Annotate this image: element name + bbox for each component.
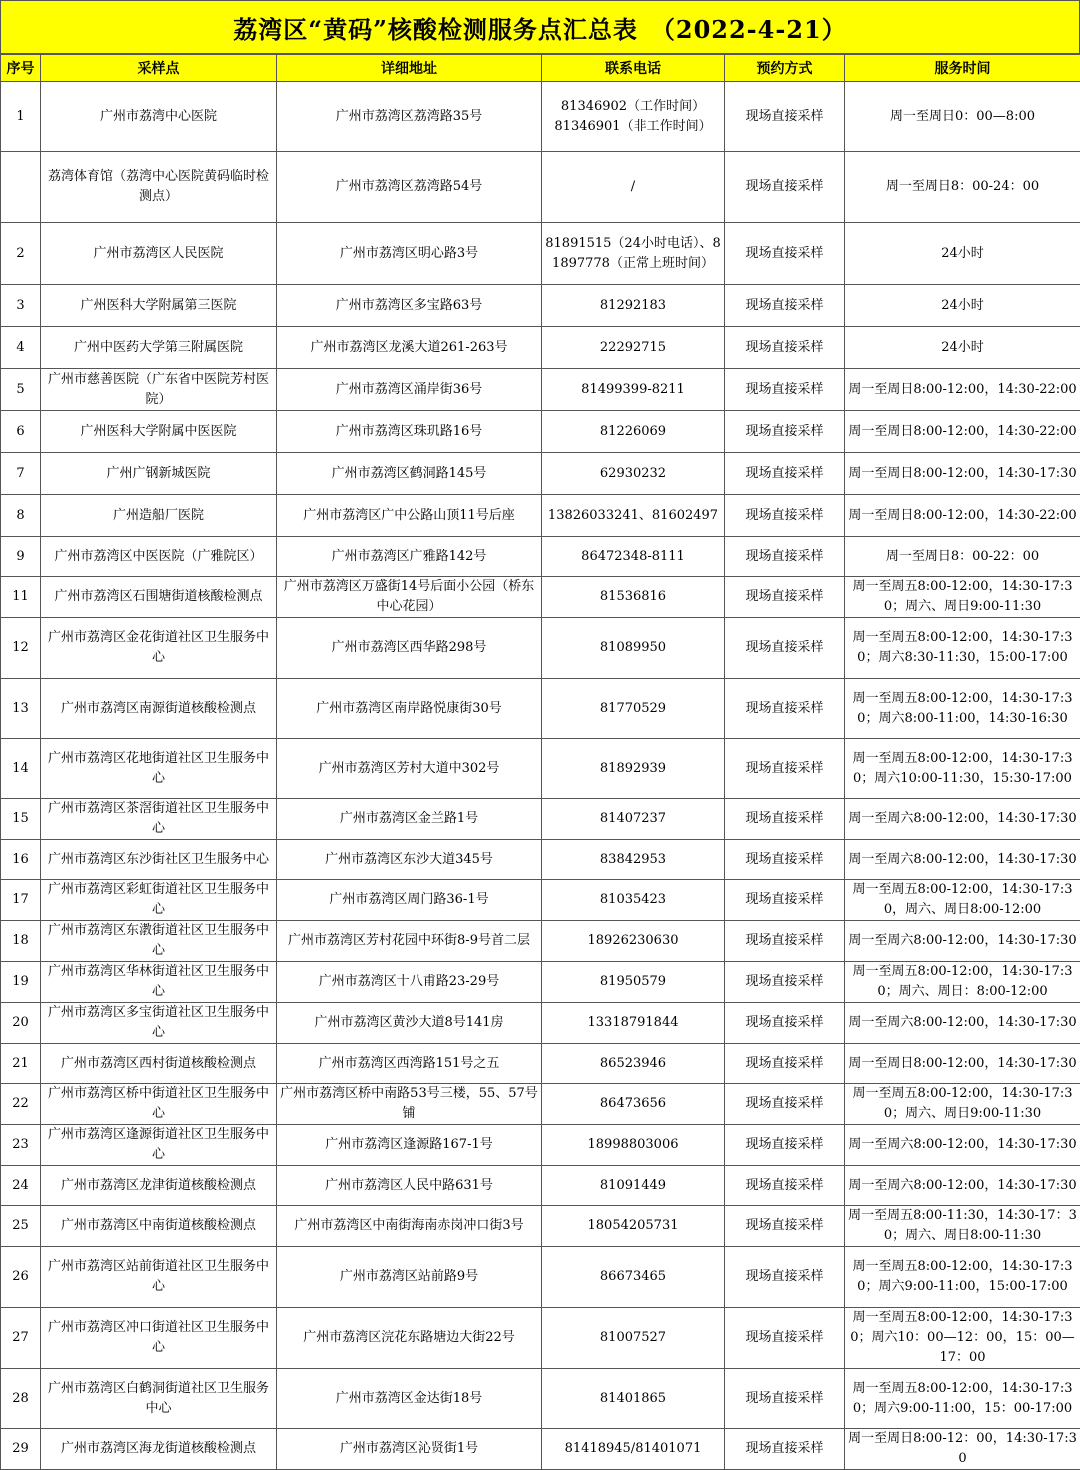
table-row <box>1 1003 1080 1044</box>
site-name: 广州市荔湾区中南街道核酸检测点 <box>41 1206 277 1247</box>
row-index: 8 <box>1 495 41 537</box>
table-row <box>1 799 1080 840</box>
site-phone: 13826033241、81602497 <box>542 495 725 537</box>
booking-method: 现场直接采样 <box>725 369 845 411</box>
site-address: 广州市荔湾区龙溪大道261-263号 <box>277 327 542 369</box>
booking-method: 现场直接采样 <box>725 1369 845 1429</box>
site-name: 广州市荔湾区东漖街道社区卫生服务中心 <box>41 921 277 962</box>
site-phone: / <box>542 152 725 223</box>
site-address: 广州市荔湾区珠玑路16号 <box>277 411 542 453</box>
row-index: 3 <box>1 285 41 327</box>
booking-method: 现场直接采样 <box>725 577 845 618</box>
site-address: 广州市荔湾区芳村花园中环街8-9号首二层 <box>277 921 542 962</box>
booking-method: 现场直接采样 <box>725 1247 845 1308</box>
site-address: 广州市荔湾区金兰路1号 <box>277 799 542 840</box>
table-row <box>1 495 1080 537</box>
row-index: 22 <box>1 1084 41 1125</box>
booking-method: 现场直接采样 <box>725 840 845 880</box>
site-phone: 81091449 <box>542 1166 725 1206</box>
booking-method: 现场直接采样 <box>725 82 845 152</box>
booking-method: 现场直接采样 <box>725 1044 845 1084</box>
service-hours: 周一至周日8:00-12:00，14:30-22:00 <box>845 411 1080 453</box>
service-hours: 周一至周五8:00-12:00，14:30-17:30；周六10：00—12：00，15：00—17：00 <box>845 1308 1080 1369</box>
service-hours: 周一至周五8:00-12:00，14:30-17:30；周六8:00-11:00，14:30-16:30 <box>845 679 1080 739</box>
site-name: 广州市荔湾区花地街道社区卫生服务中心 <box>41 739 277 799</box>
site-address: 广州市荔湾区荔湾路35号 <box>277 82 542 152</box>
site-phone: 81770529 <box>542 679 725 739</box>
table-row <box>1 327 1080 369</box>
booking-method: 现场直接采样 <box>725 799 845 840</box>
table-row <box>1 880 1080 921</box>
booking-method: 现场直接采样 <box>725 327 845 369</box>
table-row <box>1 82 1080 152</box>
site-name: 广州市荔湾区逢源街道社区卫生服务中心 <box>41 1125 277 1166</box>
site-address: 广州市荔湾区荔湾路54号 <box>277 152 542 223</box>
row-index: 18 <box>1 921 41 962</box>
row-index: 7 <box>1 453 41 495</box>
row-index: 5 <box>1 369 41 411</box>
booking-method: 现场直接采样 <box>725 1166 845 1206</box>
service-hours: 周一至周六8:00-12:00，14:30-17:30 <box>845 799 1080 840</box>
site-phone: 81292183 <box>542 285 725 327</box>
site-name: 广州医科大学附属第三医院 <box>41 285 277 327</box>
site-phone: 18926230630 <box>542 921 725 962</box>
site-address: 广州市荔湾区东沙大道345号 <box>277 840 542 880</box>
row-index: 24 <box>1 1166 41 1206</box>
row-index: 17 <box>1 880 41 921</box>
site-address: 广州市荔湾区明心路3号 <box>277 223 542 285</box>
booking-method: 现场直接采样 <box>725 1003 845 1044</box>
service-hours: 周一至周五8:00-12:00，14:30-17:30；周六、周日：8:00-12:00 <box>845 962 1080 1003</box>
site-name: 广州市荔湾区桥中街道社区卫生服务中心 <box>41 1084 277 1125</box>
site-address: 广州市荔湾区广中公路山顶11号后座 <box>277 495 542 537</box>
service-hours: 24小时 <box>845 327 1080 369</box>
booking-method: 现场直接采样 <box>725 1125 845 1166</box>
header-site: 采样点 <box>41 55 277 82</box>
booking-method: 现场直接采样 <box>725 152 845 223</box>
header-row <box>1 55 1080 82</box>
site-address: 广州市荔湾区芳村大道中302号 <box>277 739 542 799</box>
site-phone: 81418945/81401071 <box>542 1429 725 1470</box>
row-index: 26 <box>1 1247 41 1308</box>
site-name: 广州医科大学附属中医医院 <box>41 411 277 453</box>
site-name: 广州中医药大学第三附属医院 <box>41 327 277 369</box>
row-index: 21 <box>1 1044 41 1084</box>
sheet-title: 荔湾区“黄码”核酸检测服务点汇总表 （2022-4-21） <box>0 0 1080 54</box>
header-hours: 服务时间 <box>845 55 1080 82</box>
site-address: 广州市荔湾区人民中路631号 <box>277 1166 542 1206</box>
row-index: 11 <box>1 577 41 618</box>
booking-method: 现场直接采样 <box>725 453 845 495</box>
row-index: 12 <box>1 618 41 679</box>
site-address: 广州市荔湾区中南街海南赤岗冲口街3号 <box>277 1206 542 1247</box>
site-address: 广州市荔湾区浣花东路塘边大街22号 <box>277 1308 542 1369</box>
service-hours: 周一至周日8:00-12:00，14:30-17:30 <box>845 453 1080 495</box>
header-address: 详细地址 <box>277 55 542 82</box>
site-phone: 86523946 <box>542 1044 725 1084</box>
service-hours: 周一至周六8:00-12:00，14:30-17:30 <box>845 1003 1080 1044</box>
table-row <box>1 1369 1080 1429</box>
row-index: 25 <box>1 1206 41 1247</box>
site-name: 广州市荔湾区多宝街道社区卫生服务中心 <box>41 1003 277 1044</box>
site-name: 广州市荔湾区冲口街道社区卫生服务中心 <box>41 1308 277 1369</box>
service-hours: 24小时 <box>845 285 1080 327</box>
row-index: 15 <box>1 799 41 840</box>
service-hours: 周一至周五8:00-12:00，14:30-17:30；周六、周日9:00-11:30 <box>845 577 1080 618</box>
site-phone: 86473656 <box>542 1084 725 1125</box>
row-index: 14 <box>1 739 41 799</box>
service-hours: 周一至周六8:00-12:00，14:30-17:30 <box>845 1125 1080 1166</box>
service-hours: 周一至周日8:00-12:00，14:30-22:00 <box>845 369 1080 411</box>
row-index: 27 <box>1 1308 41 1369</box>
site-name: 广州市荔湾区龙津街道核酸检测点 <box>41 1166 277 1206</box>
site-phone: 22292715 <box>542 327 725 369</box>
service-hours: 24小时 <box>845 223 1080 285</box>
service-hours: 周一至周日8：00-24：00 <box>845 152 1080 223</box>
service-hours: 周一至周五8:00-12:00，14:30-17:30，周六、周日8:00-12:00 <box>845 880 1080 921</box>
site-phone: 81950579 <box>542 962 725 1003</box>
service-hours: 周一至周六8:00-12:00，14:30-17:30 <box>845 1166 1080 1206</box>
table-row <box>1 411 1080 453</box>
site-name: 广州市荔湾区人民医院 <box>41 223 277 285</box>
site-name: 广州市荔湾区海龙街道核酸检测点 <box>41 1429 277 1470</box>
site-phone: 83842953 <box>542 840 725 880</box>
table-row <box>1 618 1080 679</box>
table-row <box>1 1084 1080 1125</box>
site-phone: 18998803006 <box>542 1125 725 1166</box>
site-name: 广州市荔湾区站前街道社区卫生服务中心 <box>41 1247 277 1308</box>
site-address: 广州市荔湾区西湾路151号之五 <box>277 1044 542 1084</box>
site-name: 广州广钢新城医院 <box>41 453 277 495</box>
site-name: 广州市慈善医院（广东省中医院芳村医院） <box>41 369 277 411</box>
service-hours: 周一至周五8:00-12:00，14:30-17:30；周六9:00-11:00，15：00-17:00 <box>845 1369 1080 1429</box>
site-phone: 81892939 <box>542 739 725 799</box>
table-row <box>1 1206 1080 1247</box>
site-address: 广州市荔湾区多宝路63号 <box>277 285 542 327</box>
site-name: 广州市荔湾区金花街道社区卫生服务中心 <box>41 618 277 679</box>
row-index: 19 <box>1 962 41 1003</box>
site-address: 广州市荔湾区金达街18号 <box>277 1369 542 1429</box>
table-row <box>1 1247 1080 1308</box>
row-index: 1 <box>1 82 41 152</box>
site-address: 广州市荔湾区涌岸街36号 <box>277 369 542 411</box>
site-name: 广州市荔湾区西村街道核酸检测点 <box>41 1044 277 1084</box>
row-index: 2 <box>1 223 41 285</box>
row-index <box>1 152 41 223</box>
service-hours: 周一至周六8:00-12:00，14:30-17:30 <box>845 840 1080 880</box>
service-hours: 周一至周五8:00-12:00，14:30-17:30；周六9:00-11:00，15:00-17:00 <box>845 1247 1080 1308</box>
service-hours: 周一至周日8:00-12:00，14:30-17:30 <box>845 1044 1080 1084</box>
site-address: 广州市荔湾区桥中南路53号三楼，55、57号铺 <box>277 1084 542 1125</box>
booking-method: 现场直接采样 <box>725 285 845 327</box>
header-index: 序号 <box>1 55 41 82</box>
site-name: 广州市荔湾区茶滘街道社区卫生服务中心 <box>41 799 277 840</box>
site-name: 广州市荔湾区中医医院（广雅院区） <box>41 537 277 577</box>
table-row <box>1 1308 1080 1369</box>
site-address: 广州市荔湾区黄沙大道8号141房 <box>277 1003 542 1044</box>
site-address: 广州市荔湾区南岸路悦康街30号 <box>277 679 542 739</box>
row-index: 6 <box>1 411 41 453</box>
site-name: 荔湾体育馆（荔湾中心医院黄码临时检测点） <box>41 152 277 223</box>
site-address: 广州市荔湾区万盛街14号后面小公园（桥东中心花园） <box>277 577 542 618</box>
table-row <box>1 453 1080 495</box>
row-index: 9 <box>1 537 41 577</box>
row-index: 16 <box>1 840 41 880</box>
row-index: 28 <box>1 1369 41 1429</box>
site-name: 广州市荔湾中心医院 <box>41 82 277 152</box>
booking-method: 现场直接采样 <box>725 921 845 962</box>
site-phone: 81407237 <box>542 799 725 840</box>
booking-method: 现场直接采样 <box>725 495 845 537</box>
table-row <box>1 1166 1080 1206</box>
table-row <box>1 369 1080 411</box>
table-row <box>1 577 1080 618</box>
site-phone: 18054205731 <box>542 1206 725 1247</box>
booking-method: 现场直接采样 <box>725 962 845 1003</box>
table-row <box>1 152 1080 223</box>
site-name: 广州市荔湾区彩虹街道社区卫生服务中心 <box>41 880 277 921</box>
booking-method: 现场直接采样 <box>725 537 845 577</box>
table-row <box>1 223 1080 285</box>
header-phone: 联系电话 <box>542 55 725 82</box>
site-phone: 13318791844 <box>542 1003 725 1044</box>
service-hours: 周一至周五8:00-12:00，14:30-17:30；周六10:00-11:30，15:30-17:00 <box>845 739 1080 799</box>
site-name: 广州市荔湾区南源街道核酸检测点 <box>41 679 277 739</box>
site-phone: 81007527 <box>542 1308 725 1369</box>
service-hours: 周一至周五8:00-12:00，14:30-17:30；周六8:30-11:30，15:00-17:00 <box>845 618 1080 679</box>
site-address: 广州市荔湾区广雅路142号 <box>277 537 542 577</box>
site-phone: 81226069 <box>542 411 725 453</box>
booking-method: 现场直接采样 <box>725 1084 845 1125</box>
table-row <box>1 840 1080 880</box>
table-row <box>1 1125 1080 1166</box>
site-address: 广州市荔湾区沁贤街1号 <box>277 1429 542 1470</box>
booking-method: 现场直接采样 <box>725 1429 845 1470</box>
table-row <box>1 1429 1080 1470</box>
site-phone: 81536816 <box>542 577 725 618</box>
table-row <box>1 679 1080 739</box>
site-name: 广州市荔湾区华林街道社区卫生服务中心 <box>41 962 277 1003</box>
row-index: 23 <box>1 1125 41 1166</box>
site-address: 广州市荔湾区站前路9号 <box>277 1247 542 1308</box>
site-address: 广州市荔湾区逢源路167-1号 <box>277 1125 542 1166</box>
booking-method: 现场直接采样 <box>725 739 845 799</box>
row-index: 29 <box>1 1429 41 1470</box>
service-hours: 周一至周六8:00-12:00，14:30-17:30 <box>845 921 1080 962</box>
site-phone: 81891515（24小时电话）、81897778（正常上班时间） <box>542 223 725 285</box>
service-hours: 周一至周日8:00-12:00，14:30-22:00 <box>845 495 1080 537</box>
service-hours: 周一至周五8:00-11:30，14:30-17：30；周六、周日8:00-11:30 <box>845 1206 1080 1247</box>
booking-method: 现场直接采样 <box>725 223 845 285</box>
header-booking: 预约方式 <box>725 55 845 82</box>
site-phone: 86673465 <box>542 1247 725 1308</box>
site-address: 广州市荔湾区周门路36-1号 <box>277 880 542 921</box>
service-hours: 周一至周日0：00—8:00 <box>845 82 1080 152</box>
row-index: 13 <box>1 679 41 739</box>
site-phone: 81346902（工作时间） 81346901（非工作时间） <box>542 82 725 152</box>
row-index: 4 <box>1 327 41 369</box>
table-row <box>1 739 1080 799</box>
service-hours: 周一至周日8:00-12：00，14:30-17:30 <box>845 1429 1080 1470</box>
table-row <box>1 1044 1080 1084</box>
booking-method: 现场直接采样 <box>725 1206 845 1247</box>
testing-sites-table <box>0 54 1080 1470</box>
site-phone: 81089950 <box>542 618 725 679</box>
booking-method: 现场直接采样 <box>725 411 845 453</box>
booking-method: 现场直接采样 <box>725 880 845 921</box>
site-name: 广州市荔湾区石围塘街道核酸检测点 <box>41 577 277 618</box>
site-phone: 81401865 <box>542 1369 725 1429</box>
site-phone: 81035423 <box>542 880 725 921</box>
site-name: 广州造船厂医院 <box>41 495 277 537</box>
table-row <box>1 921 1080 962</box>
booking-method: 现场直接采样 <box>725 618 845 679</box>
row-index: 20 <box>1 1003 41 1044</box>
site-name: 广州市荔湾区东沙街社区卫生服务中心 <box>41 840 277 880</box>
site-address: 广州市荔湾区鹤洞路145号 <box>277 453 542 495</box>
table-row <box>1 962 1080 1003</box>
booking-method: 现场直接采样 <box>725 679 845 739</box>
site-phone: 62930232 <box>542 453 725 495</box>
site-name: 广州市荔湾区白鹤洞街道社区卫生服务中心 <box>41 1369 277 1429</box>
booking-method: 现场直接采样 <box>725 1308 845 1369</box>
service-hours: 周一至周五8:00-12:00，14:30-17:30；周六、周日9:00-11:30 <box>845 1084 1080 1125</box>
site-address: 广州市荔湾区西华路298号 <box>277 618 542 679</box>
service-hours: 周一至周日8：00-22：00 <box>845 537 1080 577</box>
table-row <box>1 537 1080 577</box>
table-row <box>1 285 1080 327</box>
table-body <box>1 82 1080 1470</box>
site-phone: 86472348-8111 <box>542 537 725 577</box>
site-address: 广州市荔湾区十八甫路23-29号 <box>277 962 542 1003</box>
site-phone: 81499399-8211 <box>542 369 725 411</box>
